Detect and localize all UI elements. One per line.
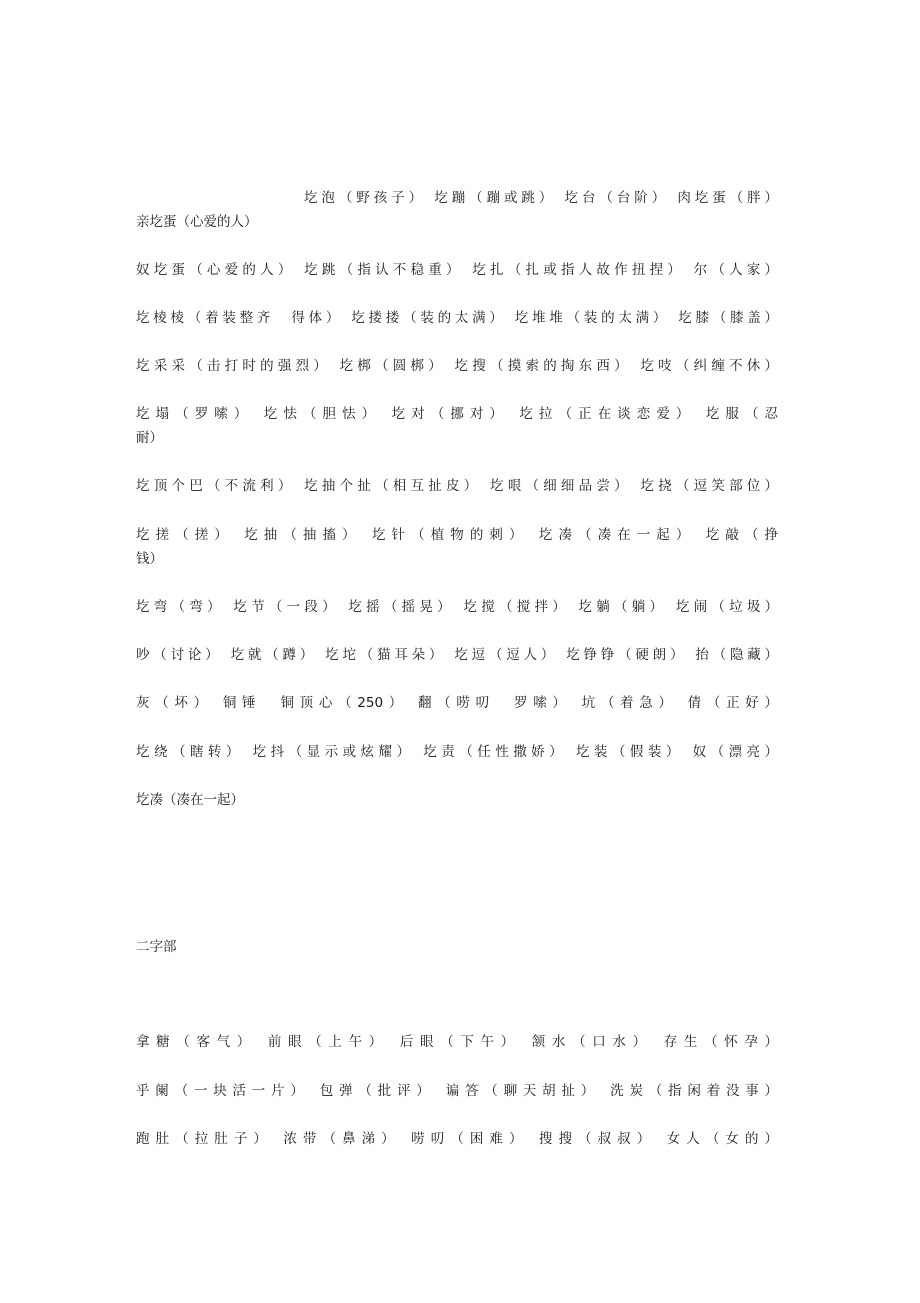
vocab-entry: 谝答（聊天胡扯） xyxy=(445,1083,601,1099)
vocab-entry: 圪吱（纠缠不休） xyxy=(640,358,779,374)
vocab-entry: 圪针（植物的刺） xyxy=(371,527,529,543)
vocab-entry: 搜搜（叔叔） xyxy=(538,1131,657,1147)
vocab-entry: 圪逗（逗人） xyxy=(454,647,559,663)
vocab-row-7 xyxy=(136,523,778,547)
vocab-entry: 圪绕（瞎转） xyxy=(136,744,244,760)
vocab-entry: 圪凑（凑在一起） xyxy=(136,792,244,808)
vocab-entry: 拿糖（客气） xyxy=(136,1034,257,1050)
vocab-entry: 跑肚（拉肚子） xyxy=(136,1131,273,1147)
vocab-entry: 肉圪蛋（胖） xyxy=(677,190,779,206)
vocab-entry: 圪挠（逗笑部位） xyxy=(640,478,779,494)
vocab-entry: 圪怯（胆怯） xyxy=(263,406,382,422)
vocab-entry: 灰（坏） xyxy=(136,695,213,711)
vocab-entry: 抬（隐藏） xyxy=(695,647,779,663)
vocab-row-5 xyxy=(136,402,778,426)
section-heading: 二字部 xyxy=(136,939,177,955)
vocab-entry: 圪搜（摸索的掏东西） xyxy=(454,358,632,374)
vocab-entry: 耐） xyxy=(136,430,163,446)
vocab-row-7-continued xyxy=(136,547,778,571)
vocab-entry: 圪蹦（蹦或跳） xyxy=(434,190,557,206)
vocab-entry: 圪抖（显示或炫耀） xyxy=(252,744,415,760)
vocab-entry: 圪顶个巴（不流利） xyxy=(136,478,296,494)
vocab-entry: 圪弯（弯） xyxy=(136,599,225,615)
vocab-entry: 女人（女的） xyxy=(666,1131,779,1147)
vocab-entry: 圪服（忍 xyxy=(705,406,779,422)
vocab-entry: 钱） xyxy=(136,551,163,567)
vocab-entry: 亲圪蛋（心爱的人） xyxy=(136,214,258,230)
vocab2-row-2 xyxy=(136,1079,778,1103)
vocab-entry: 奴圪蛋（心爱的人） xyxy=(136,262,296,278)
vocab-entry: 圪棱棱（着装整齐 得体） xyxy=(136,310,344,326)
vocab-entry: 圪铮铮（硬朗） xyxy=(566,647,688,663)
vocab-row-9 xyxy=(136,643,778,667)
vocab-entry: 尔（人家） xyxy=(693,262,779,278)
vocab-entry: 圪装（假装） xyxy=(575,744,684,760)
vocab-row-3 xyxy=(136,306,778,330)
vocab-entry: 倩（正好） xyxy=(687,695,778,711)
vocab-entry: 圪节（一段） xyxy=(233,599,340,615)
vocab-entry: 奴（漂亮） xyxy=(692,744,779,760)
vocab2-row-1 xyxy=(136,1030,778,1054)
vocab-entry: 吵（讨论） xyxy=(136,647,223,663)
vocab-row-12 xyxy=(136,788,778,812)
vocab-entry: 圪哏（细细品尝） xyxy=(490,478,632,494)
vocab-entry: 圪搂搂（装的太满） xyxy=(351,310,507,326)
vocab-entry: 圪梆（圆梆） xyxy=(339,358,446,374)
vocab-row-1-continued xyxy=(136,210,778,234)
vocab-entry: 存生（怀孕） xyxy=(663,1034,778,1050)
vocab-row-10 xyxy=(136,691,778,715)
vocab-entry: 圪坨（猫耳朵） xyxy=(325,647,447,663)
vocab-entry: 圪敲（挣 xyxy=(705,527,779,543)
vocab-entry: 圪搅（搅拌） xyxy=(463,599,570,615)
vocab-entry: 翻（唠叨 罗嗦） xyxy=(417,695,572,711)
vocab-entry: 圪躺（躺） xyxy=(578,599,668,615)
vocab-entry: 浓带（鼻涕） xyxy=(283,1131,401,1147)
vocab-entry: 洗炭（指闲着没事） xyxy=(610,1083,779,1099)
vocab-row-8 xyxy=(136,595,778,619)
vocab-entry: 坑（着急） xyxy=(581,695,678,711)
vocab-entry: 颔水（口水） xyxy=(531,1034,653,1050)
vocab-entry: 后眼（下午） xyxy=(399,1034,521,1050)
vocab-row-6 xyxy=(136,474,778,498)
vocab-entry: 圪拉（正在谈恋爱） xyxy=(519,406,696,422)
vocab-row-4 xyxy=(136,354,778,378)
vocab-entry: 圪搓（搓） xyxy=(136,527,234,543)
vocab-entry: 唠叨（困难） xyxy=(411,1131,529,1147)
vocab2-row-3 xyxy=(136,1127,778,1151)
vocab-entry: 乎阑（一块活一片） xyxy=(136,1083,310,1099)
vocab-row-11 xyxy=(136,740,778,764)
vocab-entry: 圪台（台阶） xyxy=(564,190,670,206)
vocab-entry: 圪抽个扯（相互扯皮） xyxy=(304,478,482,494)
vocab-entry: 圪抽（抽搐） xyxy=(244,527,362,543)
vocab-entry: 圪泡（野孩子） xyxy=(304,190,427,206)
vocab-entry: 包弹（批评） xyxy=(319,1083,436,1099)
vocab-entry: 圪膝（膝盖） xyxy=(678,310,779,326)
vocab-row-1 xyxy=(304,186,778,210)
vocab-entry: 铜锤 铜顶心（250） xyxy=(222,695,408,711)
vocab-entry: 圪堆堆（装的太满） xyxy=(514,310,671,326)
vocab-entry: 圪采采（击打时的强烈） xyxy=(136,358,332,374)
vocab-entry: 圪摇（摇晃） xyxy=(348,599,455,615)
vocab-row-5-continued xyxy=(136,426,778,450)
vocab-entry: 圪凑（凑在一起） xyxy=(538,527,696,543)
vocab-entry: 圪责（任性撒娇） xyxy=(423,744,568,760)
vocab-entry: 圪闹（垃圾） xyxy=(675,599,779,615)
vocab-entry: 圪塌（罗嗦） xyxy=(136,406,254,422)
vocab-entry: 圪对（挪对） xyxy=(391,406,509,422)
vocab-entry: 圪跳（指认不稳重） xyxy=(304,262,464,278)
vocab-entry: 圪扎（扎或指人故作扭捏） xyxy=(472,262,686,278)
vocab-entry: 前眼（上午） xyxy=(267,1034,389,1050)
vocab-entry: 圪就（蹲） xyxy=(230,647,318,663)
vocab-row-2 xyxy=(136,258,778,282)
